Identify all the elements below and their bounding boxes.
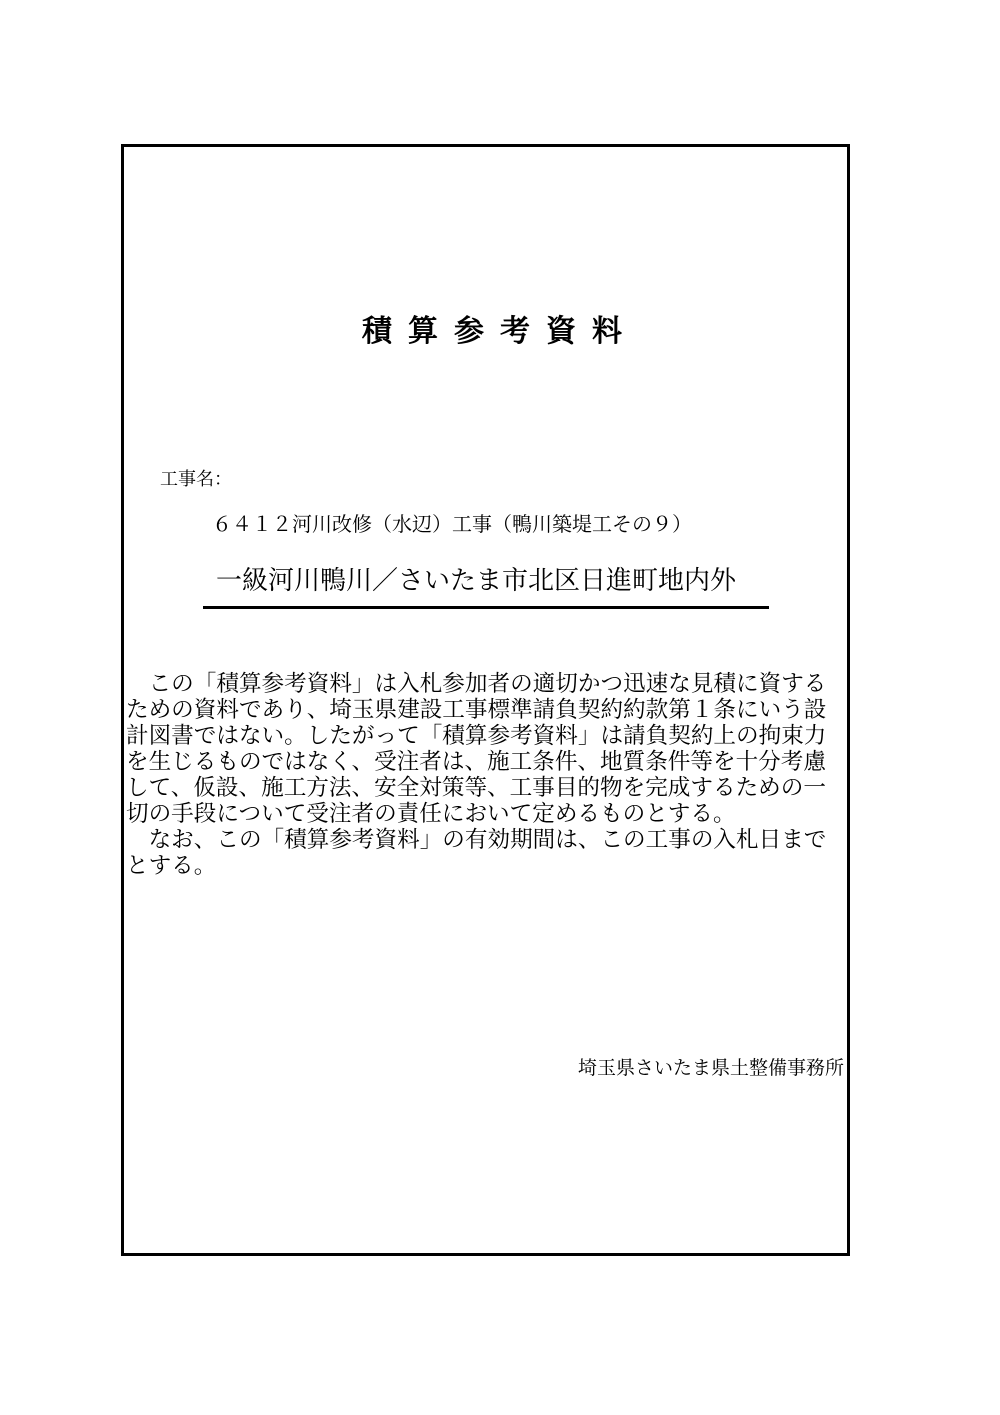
disclaimer-paragraph-2: なお、この「積算参考資料」の有効期間は、この工事の入札日までとする。 <box>126 827 827 879</box>
project-label: 工事名： <box>160 469 232 490</box>
disclaimer-text <box>126 671 844 879</box>
issuing-office: 埼玉県さいたま県土整備事務所 <box>577 1057 844 1079</box>
project-location: 一級河川鴨川／さいたま市北区日進町地内外 <box>216 566 737 596</box>
document-title: 積算参考資料 <box>362 314 638 349</box>
disclaimer-paragraph-1: この「積算参考資料」は入札参加者の適切かつ迅速な見積に資するための資料であり、埼玉県建設工事標準請負契約約款第１条にいう設計図書ではない。したがって「積算参考資料」は請負契約上の拘束力を生じるものではなく、受注者は、施工条件、地質条件等を十分考慮して、仮設、施工方法、安全対策等、工事目的物を完成するための一切の手段について受注者の責任において定めるものとする。 <box>126 671 827 827</box>
project-name: ６４１２河川改修（水辺）工事（鴨川築堤工その９） <box>212 512 692 536</box>
location-underline <box>203 606 769 609</box>
